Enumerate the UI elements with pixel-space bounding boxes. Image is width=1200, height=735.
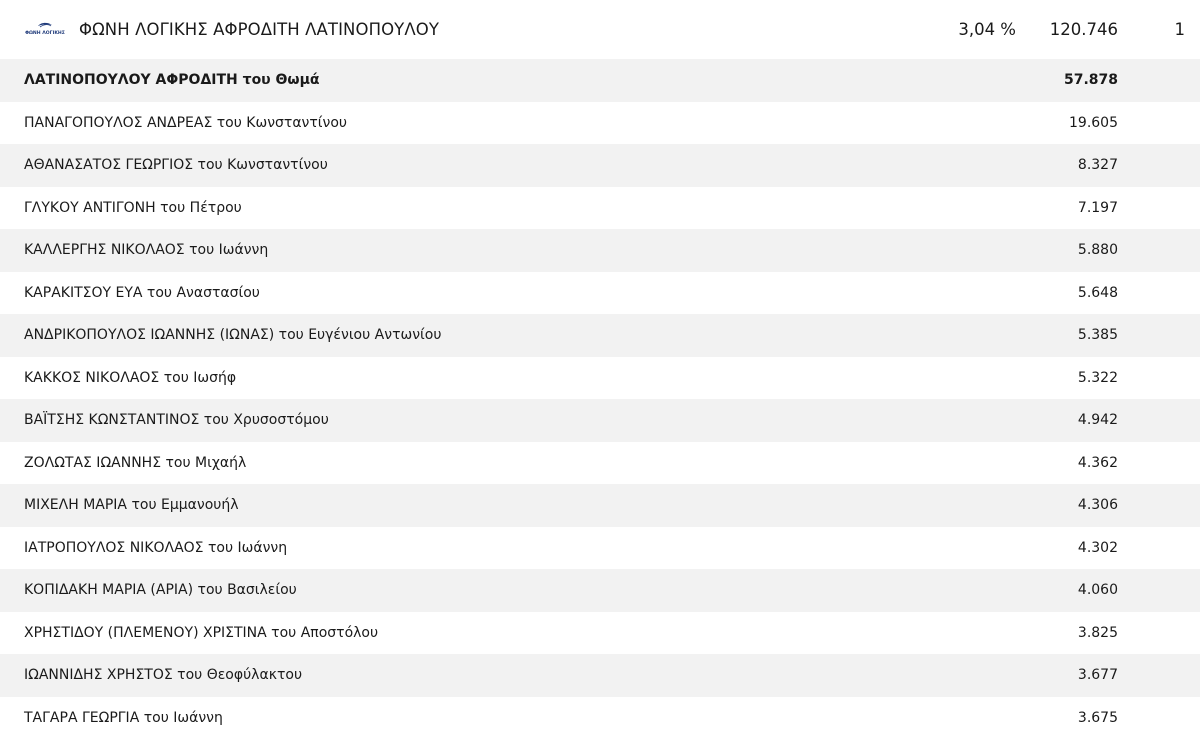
party-votes: 120.746 [1049, 20, 1118, 39]
party-name: ΦΩΝΗ ΛΟΓΙΚΗΣ ΑΦΡΟΔΙΤΗ ΛΑΤΙΝΟΠΟΥΛΟΥ [79, 20, 439, 39]
candidate-votes: 5.648 [1077, 284, 1118, 301]
candidate-name: ΓΛΥΚΟΥ ΑΝΤΙΓΟΝΗ του Πέτρου [24, 199, 242, 216]
candidate-list [0, 59, 1200, 735]
candidate-row [0, 357, 1200, 400]
candidate-name: ΙΑΤΡΟΠΟΥΛΟΣ ΝΙΚΟΛΑΟΣ του Ιωάννη [24, 539, 288, 556]
candidate-name: ΚΑΡΑΚΙΤΣΟΥ ΕΥΑ του Αναστασίου [24, 284, 260, 301]
candidate-row [0, 612, 1200, 655]
candidate-name: ΒΑΪΤΣΗΣ ΚΩΝΣΤΑΝΤΙΝΟΣ του Χρυσοστόμου [24, 412, 329, 428]
candidate-votes: 57.878 [1063, 72, 1118, 88]
candidate-name: ΚΑΛΛΕΡΓΗΣ ΝΙΚΟΛΑΟΣ του Ιωάννη [24, 242, 269, 258]
candidate-votes: 19.605 [1069, 114, 1118, 131]
candidate-row [0, 654, 1200, 697]
candidate-row [0, 59, 1200, 102]
candidate-row [0, 484, 1200, 527]
candidate-name: ΙΩΑΝΝΙΔΗΣ ΧΡΗΣΤΟΣ του Θεοφύλακτου [24, 667, 303, 683]
candidate-votes: 4.060 [1077, 582, 1118, 598]
candidate-row [0, 102, 1200, 145]
candidate-name: ΚΟΠΙΔΑΚΗ ΜΑΡΙΑ (ΑΡΙΑ) του Βασιλείου [24, 582, 297, 598]
candidate-name: ΧΡΗΣΤΙΔΟΥ (ΠΛΕΜΕΝΟΥ) ΧΡΙΣΤΙΝΑ του Αποστόλου [24, 624, 379, 641]
candidate-row [0, 187, 1200, 230]
candidate-name: ΜΙΧΕΛΗ ΜΑΡΙΑ του Εμμανουήλ [24, 497, 239, 513]
candidate-votes: 7.197 [1077, 199, 1118, 216]
candidate-votes: 4.942 [1077, 412, 1118, 428]
party-percent: 3,04 % [958, 20, 1016, 39]
candidate-row [0, 697, 1200, 735]
candidate-votes: 3.677 [1077, 667, 1118, 683]
party-seats: 1 [1174, 20, 1185, 39]
candidate-row [0, 229, 1200, 272]
candidate-name: ΤΑΓΑΡΑ ΓΕΩΡΓΙΑ του Ιωάννη [24, 709, 223, 726]
logo-text: ΦΩΝΗ ΛΟΓΙΚΗΣ [25, 31, 65, 36]
party-header[interactable] [0, 0, 1200, 59]
candidate-name: ΠΑΝΑΓΟΠΟΥΛΟΣ ΑΝΔΡΕΑΣ του Κωνσταντίνου [24, 114, 348, 131]
candidate-votes: 3.825 [1077, 624, 1118, 641]
candidate-name: ΛΑΤΙΝΟΠΟΥΛΟΥ ΑΦΡΟΔΙΤΗ του Θωμά [24, 72, 320, 88]
candidate-votes: 4.302 [1077, 539, 1118, 556]
candidate-row [0, 144, 1200, 187]
candidate-name: ΖΟΛΩΤΑΣ ΙΩΑΝΝΗΣ του Μιχαήλ [24, 454, 247, 471]
party-logo [24, 21, 66, 37]
candidate-row [0, 527, 1200, 570]
candidate-name: ΑΘΑΝΑΣΑΤΟΣ ΓΕΩΡΓΙΟΣ του Κωνσταντίνου [24, 157, 328, 173]
candidate-name: ΚΑΚΚΟΣ ΝΙΚΟΛΑΟΣ του Ιωσήφ [24, 369, 237, 386]
candidate-row [0, 399, 1200, 442]
candidate-votes: 8.327 [1077, 157, 1118, 173]
candidate-row [0, 569, 1200, 612]
candidate-name: ΑΝΔΡΙΚΟΠΟΥΛΟΣ ΙΩΑΝΝΗΣ (ΙΩΝΑΣ) του Ευγένιου Αντωνίου [24, 327, 442, 343]
candidate-row [0, 314, 1200, 357]
candidate-votes: 4.362 [1077, 454, 1118, 471]
candidate-votes: 4.306 [1077, 497, 1118, 513]
candidate-votes: 3.675 [1077, 709, 1118, 726]
candidate-votes: 5.322 [1077, 369, 1118, 386]
candidate-row [0, 442, 1200, 485]
candidate-row [0, 272, 1200, 315]
candidate-votes: 5.880 [1077, 242, 1118, 258]
candidate-votes: 5.385 [1077, 327, 1118, 343]
